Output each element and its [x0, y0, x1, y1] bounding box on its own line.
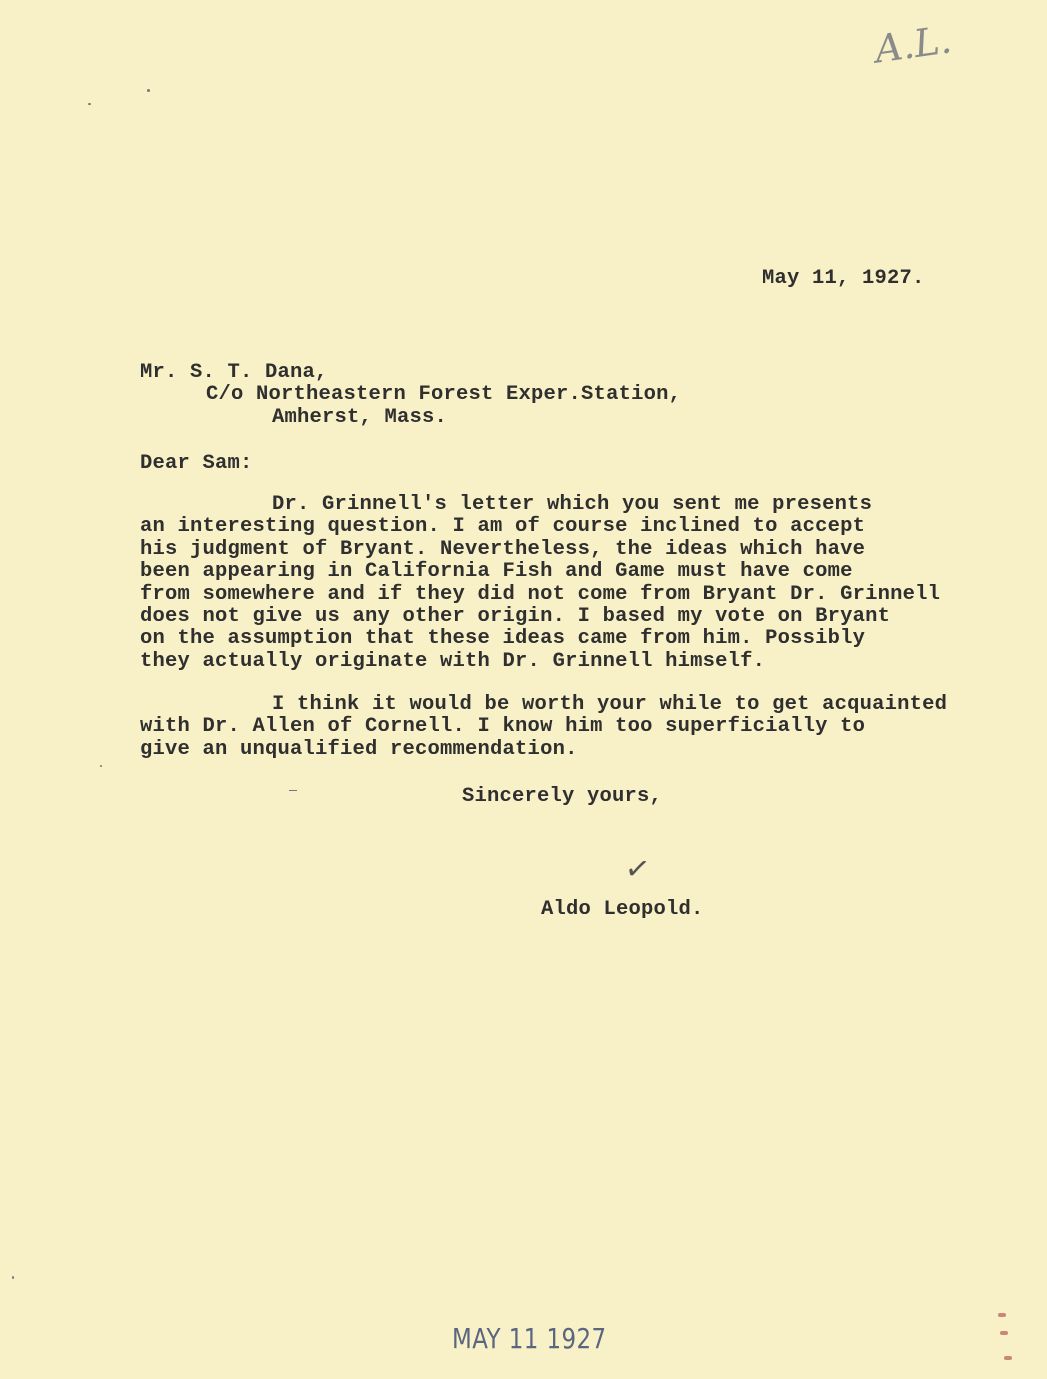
paragraph-1-line-2: an interesting question. I am of course inclined to accept — [140, 515, 866, 538]
paragraph-1-line-7: on the assumption that these ideas came from him. Possibly — [140, 627, 866, 650]
red-ink-mark — [1000, 1331, 1008, 1335]
paragraph-1-line-4: been appearing in California Fish and Game must have come — [140, 560, 853, 583]
paragraph-2-line-1: I think it would be worth your while to get acquainted — [272, 693, 948, 716]
paragraph-1-line-3: his judgment of Bryant. Nevertheless, the ideas which have — [140, 538, 866, 561]
checkmark: ✓ — [622, 850, 653, 889]
salutation: Dear Sam: — [140, 452, 253, 475]
paper-speck — [88, 103, 91, 105]
address-line-3: Amherst, Mass. — [272, 406, 448, 429]
paper-speck — [147, 89, 150, 92]
address-line-2: C/o Northeastern Forest Exper.Station, — [206, 383, 682, 406]
red-ink-mark — [1004, 1356, 1012, 1360]
paragraph-1-line-6: does not give us any other origin. I based my vote on Bryant — [140, 605, 891, 628]
paragraph-1-line-8: they actually originate with Dr. Grinnell himself. — [140, 650, 766, 673]
paragraph-2-line-2: with Dr. Allen of Cornell. I know him too superficially to — [140, 715, 866, 738]
paragraph-2-line-3: give an unqualified recommendation. — [140, 738, 578, 761]
paragraph-1-line-1: Dr. Grinnell's letter which you sent me presents — [272, 493, 873, 516]
red-ink-mark — [998, 1313, 1006, 1317]
paper-speck — [100, 765, 102, 767]
signature-name: Aldo Leopold. — [541, 898, 704, 921]
letter-date: May 11, 1927. — [762, 267, 925, 290]
paper-speck — [12, 1276, 14, 1279]
received-date-stamp: MAY 11 1927 — [452, 1322, 607, 1355]
closing: Sincerely yours, — [462, 785, 663, 808]
address-line-1: Mr. S. T. Dana, — [140, 361, 328, 384]
paragraph-1-line-5: from somewhere and if they did not come from Bryant Dr. Grinnell — [140, 583, 941, 606]
paper-speck — [289, 790, 297, 791]
handwritten-initials: A.L. — [872, 17, 955, 72]
